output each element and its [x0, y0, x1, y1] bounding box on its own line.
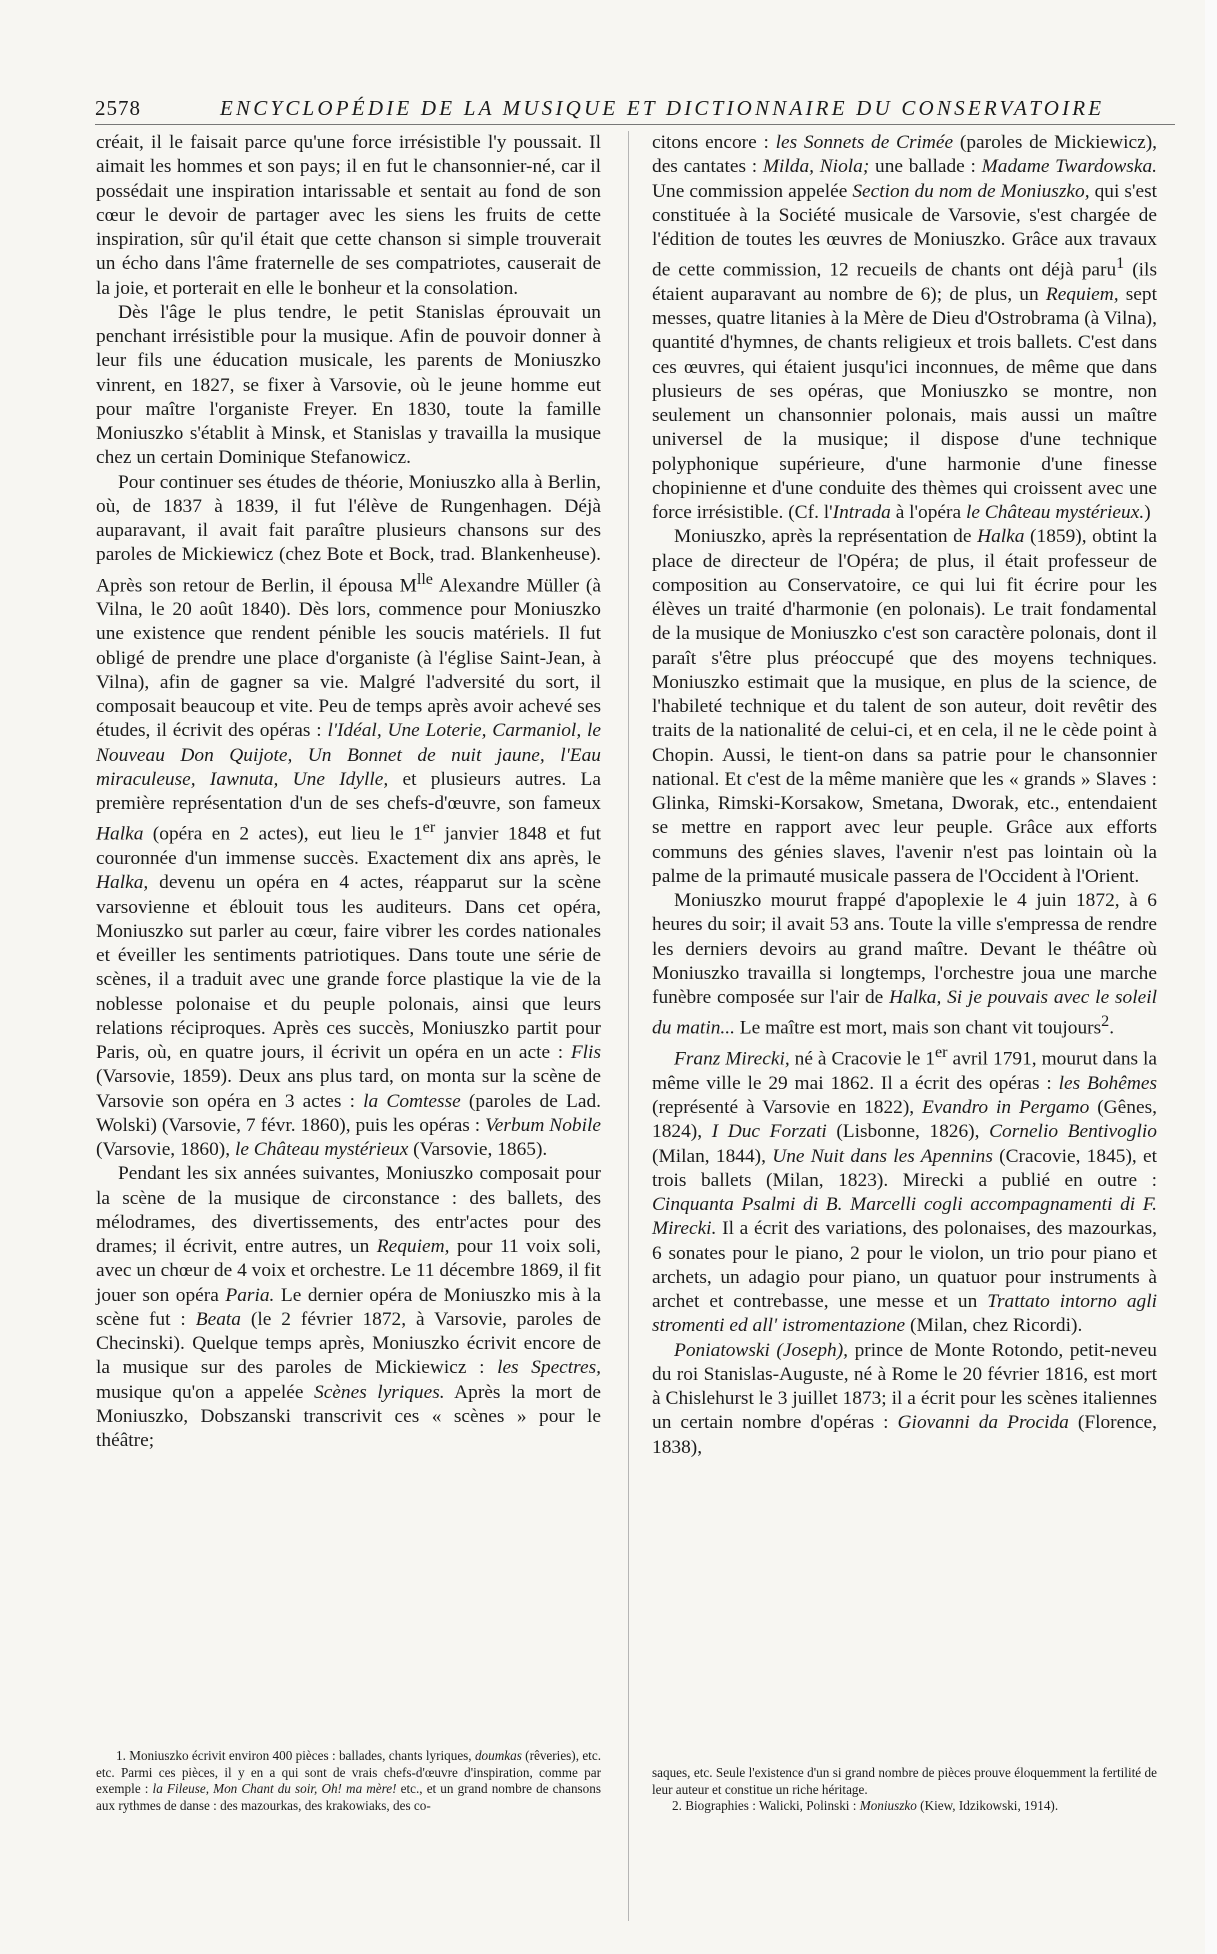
paragraph: Pendant les six années suivantes, Moniuszko composait pour la scène de la musique de circonstance : des ballets, des mélodrames, des divertissements, des entr'actes pour des drames; il écrivit, entre autres, un Requiem, pour 11 voix soli, avec un chœur de 4 voix et orchestre. Le 11 décembre 1869, il fit jouer son opéra Paria. Le dernier opéra de Moniuszko mis à la scène fut : Beata (le 2 février 1872, à Varsovie, paroles de Checinski). Quelque temps après, Moniuszko écrivit encore de la musique sur des paroles de Mickiewicz : les Spectres, musique qu'on a appelée Scènes lyriques. Après la mort de Moniuszko, Dobszanski transcrivit ces « scènes » pour le théâtre;	[96, 1163, 602, 1452]
paragraph: créait, il le faisait parce qu'une force irrésistible l'y poussait. Il aimait les hommes et son pays; il en fut le chansonnier-né, car il possédait une inspiration intarissable et sentait au fond de son cœur le devoir de partager avec les siens les fruits de cette inspiration, sûr qu'il était que cette chanson si simple trouverait un écho dans l'âme fraternelle de ses compatriotes, causerait de la joie, et porterait en elle le bonheur et la consolation.	[96, 132, 601, 299]
paragraph: citons encore : les Sonnets de Crimée (paroles de Mickiewicz), des cantates : Milda, Niola; une ballade : Madame Twardowska. Une commission appelée Section du nom de Moniuszko, qui s'est constituée à la Société musicale de Varsovie, s'est chargée de l'édition de toutes les œuvres de Moniuszko. Grâce aux travaux de cette commission, 12 recueils de chants ont déjà paru$^1$ (ils étaient auparavant au nombre de 6); de plus, un Requiem, sept messes, quatre litanies à la Mère de Dieu d'Ostrobrama (à Vilna), quantité d'hymnes, de chants religieux et trois ballets. C'est dans ces œuvres, qui étaient jusqu'ici inconnues, de même que dans plusieurs de ses opéras, que Moniuszko se montre, non seulement un chansonnier polonais, mais aussi un maître universel de la musique; il dispose d'une technique polyphonique supérieure, d'une harmonie d'une finesse chopinienne et d'une conduite des thèmes qui croissent avec une force irrésistible. (Cf. l'Intrada à l'opéra le Château mystérieux.)	[652, 132, 1158, 524]
page-number: 2578	[95, 96, 141, 120]
footnote-1: 1. Moniuszko écrivit environ 400 pièces : ballades, chants lyriques, doumkas (rêveries), etc. etc. Parmi ces pièces, il y en a qui sont de vrais chefs-d'œuvre d'inspiration, comme par exemple : la Fileuse, Mon Chant du soir, Oh! ma mère! etc., et un grand nombre de chansons aux rythmes de danse : des mazourkas, des krakowiaks, des co-	[96, 1748, 601, 1813]
page-edge	[1205, 0, 1217, 1954]
paragraph: Moniuszko, après la représentation de Halka (1859), obtint la place de directeur de l'Opéra; de plus, il était professeur de composition au Conservatoire, ce qui lui fit écrire pour les élèves un traité d'harmonie (en polonais). Le trait fondamental de la musique de Moniuszko c'est son caractère polonais, dont il paraît s'être plus préoccupé que des moyens techniques. Moniuszko estimait que la musique, en plus de la science, de l'habileté technique et du talent de son auteur, doit revêtir des traits de la nationalité de celui-ci, et en cela, il ne le cède point à Chopin. Aussi, le tient-on dans sa patrie pour le chansonnier national. Et c'est de la même manière que les « grands » Slaves : Glinka, Rimski-Korsakow, Smetana, Dworak, etc., entendaient se mettre en rapport avec leur peuple. Grâce aux efforts communs des génies slaves, l'avenir n'est pas lointain où la palme de la primauté musicale passera de l'Occident à l'Orient.	[652, 526, 1157, 887]
paragraph: Moniuszko mourut frappé d'apoplexie le 4 juin 1872, à 6 heures du soir; il avait 53 ans. Toute la ville s'empressa de rendre les derniers devoirs au grand maître. Devant le théâtre où Moniuszko travailla si longtemps, l'orchestre joua une marche funèbre composée sur l'air de Halka, Si je pouvais avec le soleil du matin... Le maître est mort, mais son chant vit toujours$^2$.	[652, 890, 1157, 1039]
paragraph: Pour continuer ses études de théorie, Moniuszko alla à Berlin, où, de 1837 à 1839, il fut l'élève de Rungenhagen. Déjà auparavant, il avait fait paraître plusieurs chansons sur des paroles de Mickiewicz (chez Bote et Bock, trad. Blankenheuse). Après son retour de Berlin, il épousa $M^{lle}$ Alexandre Müller (à Vilna, le 20 août 1840). Dès lors, commence pour Moniuszko une existence que rendent pénible les soucis matériels. Il fut obligé de prendre une place d'organiste (à l'église Saint-Jean, à Vilna), afin de gagner sa vie. Malgré l'adversité du sort, il composait beaucoup et vite. Peu de temps après avoir achevé ses études, il écrivit des opéras : l'Idéal, Une Loterie, Carmaniol, le Nouveau Don Quijote, Un Bonnet de nuit jaune, l'Eau miraculeuse, Iawnuta, Une Idylle, et plusieurs autres. La première représentation d'un de ses chefs-d'œuvre, son fameux Halka (opéra en 2 actes), eut lieu le 1er janvier 1848 et fut couronnée d'un immense succès. Exactement dix ans après, le Halka, devenu un opéra en 4 actes, réapparut sur la scène varsovienne et éblouit tous les auditeurs. Dans cet opéra, Moniuszko sut parler au cœur, faire vibrer les cordes nationales et éveiller les sentiments patriotiques. Dans toute une série de scènes, il a traduit avec une grande force plastique la vie de la noblesse polonaise et du peuple polonais, ainsi que leurs relations réciproques. Après ces succès, Moniuszko partit pour Paris, où, en quatre jours, il écrivit un opéra en un acte : Flis (Varsovie, 1859). Deux ans plus tard, on monta sur la scène de Varsovie son opéra en 3 actes : la Comtesse (paroles de Lad. Wolski) (Varsovie, 7 févr. 1860), puis les opéras : Verbum Nobile (Varsovie, 1860), le Château mystérieux (Varsovie, 1865).	[96, 471, 602, 1161]
right-column	[652, 131, 1157, 1460]
footnotes-left	[96, 1748, 601, 1814]
left-column	[96, 131, 601, 1453]
paragraph: Poniatowski (Joseph), prince de Monte Rotondo, petit-neveu du roi Stanislas-Auguste, né à Rome le 20 février 1816, est mort à Chislehurst le 3 juillet 1873; il a écrit pour les scènes italiennes un certain nombre d'opéras : Giovanni da Procida (Florence, 1838),	[652, 1339, 1157, 1458]
footnote-1-continued: saques, etc. Seule l'existence d'un si grand nombre de pièces prouve éloquemment la fertilité de leur auteur et constitue un riche héritage.	[652, 1765, 1157, 1797]
header-rule	[95, 124, 1175, 125]
footnote-2: 2. Biographies : Walicki, Polinski : Moniuszko (Kiew, Idzikowski, 1914).	[672, 1798, 1059, 1814]
footnotes-right	[652, 1765, 1157, 1815]
page-header	[95, 96, 1175, 126]
running-title: ENCYCLOPÉDIE DE LA MUSIQUE ET DICTIONNAIRE DU CONSERVATOIRE	[220, 96, 1105, 120]
paragraph: Franz Mirecki, né à Cracovie le 1er avril 1791, mourut dans la même ville le 29 mai 1862. Il a écrit des opéras : les Bohêmes (représenté à Varsovie en 1822), Evandro in Pergamo (Gênes, 1824), I Duc Forzati (Lisbonne, 1826), Cornelio Bentivoglio (Milan, 1844), Une Nuit dans les Apennins (Cracovie, 1845), et trois ballets (Milan, 1823). Mirecki a publié en outre : Cinquanta Psalmi di B. Marcelli cogli accompagnamenti di F. Mirecki. Il a écrit des variations, des polonaises, des mazourkas, 6 sonates pour le piano, 2 pour le violon, un trio pour piano et archets, un adagio pour piano, un quatuor pour instruments à archet et contrebasse, une messe et un Trattato intorno agli stromenti ed all' istromentazione (Milan, chez Ricordi).	[652, 1044, 1158, 1337]
paragraph: Dès l'âge le plus tendre, le petit Stanislas éprouvait un penchant irrésistible pour la musique. Afin de pouvoir donner à leur fils une éducation musicale, les parents de Moniuszko vinrent, en 1827, se fixer à Varsovie, où le jeune homme eut pour maître l'organiste Freyer. En 1830, toute la famille Moniuszko s'établit à Minsk, et Stanislas y travailla la musique chez un certain Dominique Stefanowicz.	[96, 301, 601, 469]
column-divider	[628, 131, 629, 1921]
